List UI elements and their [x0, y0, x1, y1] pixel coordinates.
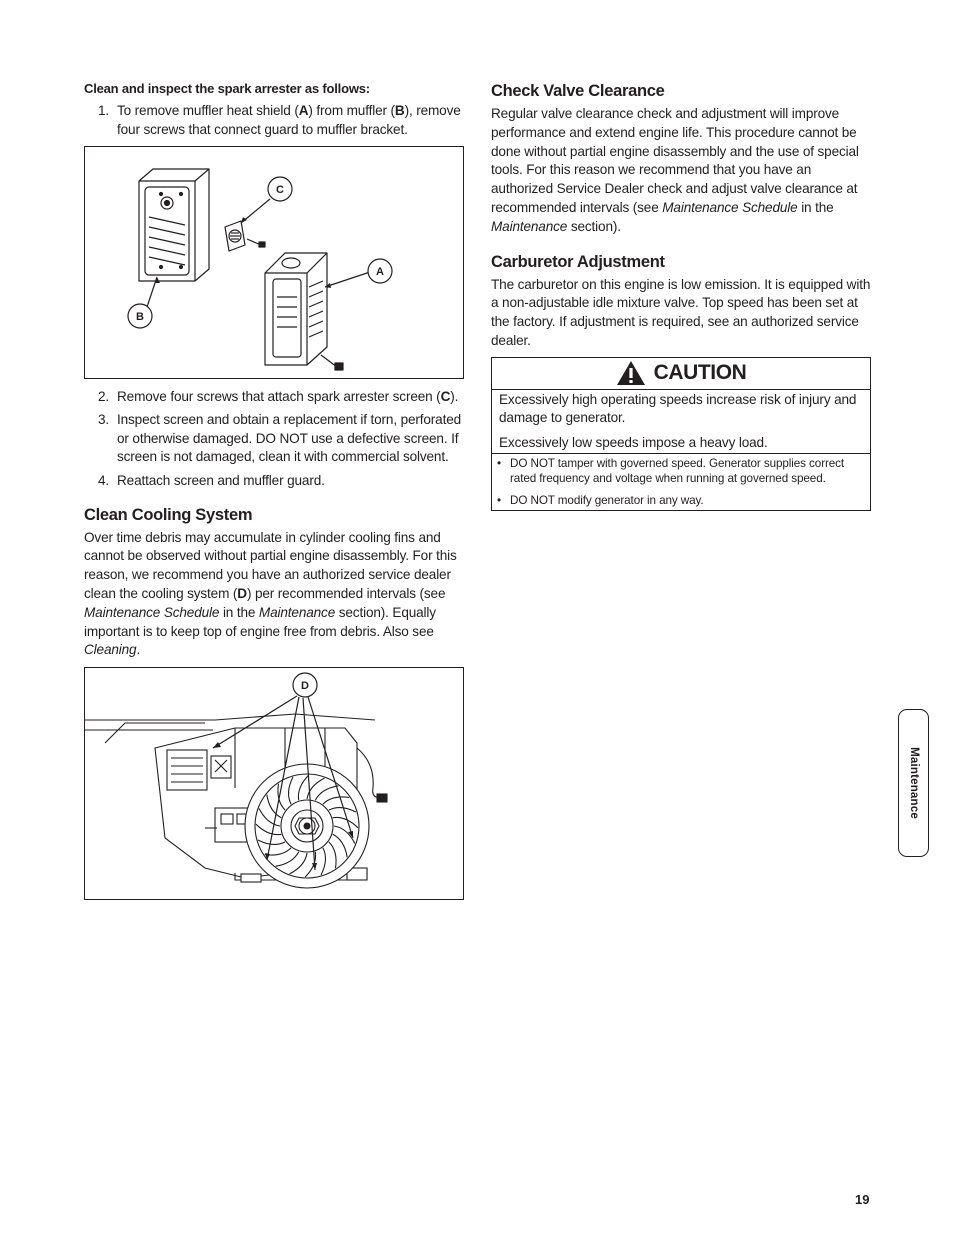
caution-paragraph-1: Excessively high operating speeds increase risk of injury and damage to generator.	[499, 391, 857, 426]
bullet-glyph: •	[497, 493, 501, 507]
valve-heading: Check Valve Clearance	[491, 82, 665, 100]
step-text: Remove four screws that attach spark arrester screen (	[117, 388, 441, 404]
step-number: 3.	[98, 411, 110, 427]
text-run: in the	[219, 604, 259, 620]
xref-maintenance-schedule: Maintenance Schedule	[84, 604, 220, 620]
text-run: section).	[567, 218, 621, 234]
label-a: A	[376, 265, 384, 278]
spark-arrester-steps-a	[84, 102, 464, 140]
warning-triangle-icon	[616, 360, 646, 386]
engine-diagram	[85, 668, 463, 899]
xref-cleaning: Cleaning	[84, 642, 137, 658]
caution-box	[491, 357, 871, 511]
step-text: ).	[450, 388, 459, 404]
step-4	[84, 472, 464, 491]
step-text: Reattach screen and muffler guard.	[117, 472, 325, 488]
spark-arrester-lead: Clean and inspect the spark arrester as follows:	[84, 81, 370, 96]
text-run: Over time debris may accumulate in cylinder cooling fins and cannot be observed without partial engine disassembly. For this reason, we recommend you have an authorized service dealer clean the cooling system (	[84, 529, 457, 601]
ref-key-c: C	[440, 388, 451, 404]
text-run: Regular valve clearance check and adjustment will improve performance and extend engine life. This procedure cannot be done without partial engine disassembly and the use of special tools. For this reason we recommend that you have an authorized Service Dealer check and adjust valve clearance at recommended intervals (see	[491, 106, 859, 215]
step-number: 4.	[98, 472, 110, 488]
bullet-glyph: •	[497, 456, 501, 470]
text-run: in the	[797, 199, 834, 215]
section-tab-maintenance	[898, 709, 929, 857]
xref-maintenance: Maintenance	[258, 604, 336, 620]
xref-maintenance-schedule: Maintenance Schedule	[662, 199, 798, 215]
valve-paragraph	[491, 105, 871, 237]
ref-key-b: B	[394, 103, 405, 118]
bullet-text: DO NOT tamper with governed speed. Generator supplies correct rated frequency and voltage when running at governed speed.	[510, 456, 845, 486]
step-2	[84, 388, 464, 407]
cooling-heading: Clean Cooling System	[84, 505, 253, 524]
figure-cooling-system	[84, 667, 464, 900]
label-c: C	[276, 183, 284, 196]
section-tab-label: Maintenance	[907, 747, 920, 819]
spark-arrester-steps-b	[84, 388, 464, 491]
ref-key-a: A	[298, 103, 309, 118]
step-3	[84, 411, 464, 467]
text-run: section). Equally important is to keep top of engine free from debris. Also see	[84, 604, 436, 639]
page-number: 19	[855, 1192, 870, 1207]
left-column	[84, 78, 464, 900]
caution-bullet-list	[492, 453, 870, 511]
right-column	[491, 78, 871, 511]
caution-header	[492, 358, 870, 390]
ref-key-d: D	[237, 585, 247, 601]
carb-paragraph: The carburetor on this engine is low emission. It is equipped with a non-adjustable idle mixture valve. Top speed has been set at the factory. If adjustment is required, see an authorized service dealer.	[491, 276, 871, 348]
caution-title: CAUTION	[653, 361, 747, 385]
step-1	[84, 102, 464, 140]
label-b: B	[136, 310, 144, 323]
muffler-diagram	[85, 147, 463, 378]
caution-bullet	[496, 456, 866, 487]
cooling-paragraph	[84, 529, 464, 661]
label-d: D	[301, 680, 309, 693]
caution-paragraph-2: Excessively low speeds impose a heavy load.	[499, 434, 768, 450]
step-text: To remove muffler heat shield (	[117, 103, 299, 118]
step-text: ) from muffler (	[308, 103, 395, 118]
step-number: 2.	[98, 388, 110, 404]
text-run: ) per recommended intervals (see	[246, 585, 446, 601]
step-text: Inspect screen and obtain a replacement if torn, perforated or otherwise damaged. DO NOT use a defective screen. If screen is not damaged, clean it with commercial solvent.	[117, 411, 462, 465]
text-run: .	[136, 642, 141, 658]
bullet-text: DO NOT modify generator in any way.	[510, 493, 704, 507]
xref-maintenance: Maintenance	[491, 218, 568, 234]
step-text: ), remove four screws that connect guard to muffler bracket.	[117, 103, 461, 137]
figure-muffler	[84, 146, 464, 379]
carb-heading: Carburetor Adjustment	[491, 252, 665, 271]
caution-bullet	[496, 493, 866, 509]
step-number: 1.	[98, 103, 110, 118]
